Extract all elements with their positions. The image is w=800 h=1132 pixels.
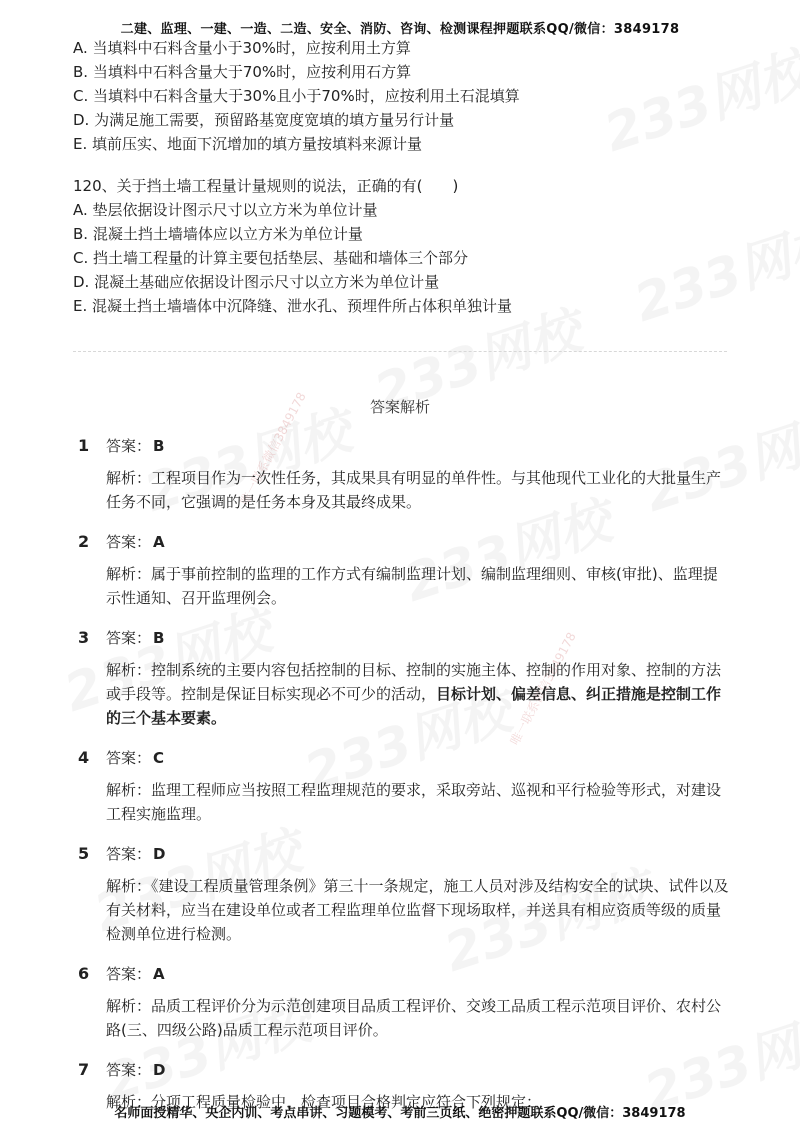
q119-option-a: A. 当填料中石料含量小于30%时，应按利用土方算 (73, 39, 411, 57)
page-footer: 名师面授精华、央企内训、考点串讲、习题模考、考前三页纸、绝密押题联系QQ/微信：3849178 (114, 1106, 686, 1121)
watermark-contact: 唯一联系微信3849178 (507, 630, 579, 748)
answer-analysis: 解析：品质工程评价分为示范创建项目品质工程评价、交竣工品质工程示范项目评价、农村公路(三、四级公路)品质工程示范项目评价。 (106, 997, 722, 1039)
answer-item (78, 842, 738, 946)
q119-option-e: E. 填前压实、地面下沉增加的填方量按填料来源计量 (73, 135, 423, 153)
q120-stem: 120、关于挡土墙工程量计量规则的说法，正确的有( ) (73, 177, 459, 195)
answer-item (78, 434, 738, 514)
answer-item (78, 962, 738, 1042)
answer-analysis: 解析：《建设工程质量管理条例》第三十一条规定，施工人员对涉及结构安全的试块、试件以及有关材料，应当在建设单位或者工程监理单位监督下现场取样，并送具有相应资质等级的质量检测单位进行检测。 (106, 877, 729, 943)
answer-value: A (153, 533, 165, 551)
answer-label: 答案： (106, 629, 152, 647)
answer-value: D (153, 845, 166, 863)
answer-number: 2 (78, 532, 90, 551)
answer-number: 1 (78, 436, 90, 455)
answer-value: B (153, 437, 165, 455)
answer-value: D (153, 1061, 166, 1079)
answer-label: 答案： (106, 845, 152, 863)
q119-option-b: B. 当填料中石料含量大于70%时，应按利用石方算 (73, 63, 412, 81)
answer-item (78, 626, 738, 730)
q120-option-a: A. 垫层依据设计图示尺寸以立方米为单位计量 (73, 201, 378, 219)
answer-number: 5 (78, 844, 90, 863)
answer-analysis-text: 解析：控制系统的主要内容包括控制的目标、控制的实施主体、控制的作用对象、控制的方法或手段等。控制是保证目标实现必不可少的活动， (106, 661, 722, 703)
page-header: 二建、监理、一建、一造、二造、安全、消防、咨询、检测课程押题联系QQ/微信：3849178 (120, 22, 680, 37)
answer-number: 7 (78, 1060, 90, 1079)
answer-number: 6 (78, 964, 90, 983)
q119-options (73, 36, 733, 318)
answer-analysis: 解析：工程项目作为一次性任务，其成果具有明显的单件性。与其他现代工业化的大批量生产任务不同，它强调的是任务本身及其最终成果。 (106, 469, 722, 511)
q119-option-d: D. 为满足施工需要，预留路基宽度宽填的填方量另行计量 (73, 111, 455, 129)
answer-number: 4 (78, 748, 90, 767)
answer-analysis: 解析：属于事前控制的监理的工作方式有编制监理计划、编制监理细则、审核(审批)、监理提示性通知、召开监理例会。 (106, 565, 718, 607)
section-title: 答案解析 (369, 398, 430, 416)
q120-option-e: E. 混凝土挡土墙墙体中沉降缝、泄水孔、预埋件所占体积单独计量 (73, 297, 513, 315)
answer-analysis-emphasis: 目标计划、偏差信息、纠正措施是控制工作的三个基本要素。 (106, 685, 722, 727)
answer-label: 答案： (106, 437, 152, 455)
q120-option-d: D. 混凝土基础应依据设计图示尺寸以立方米为单位计量 (73, 273, 440, 291)
section-divider (73, 351, 727, 352)
answer-item (78, 530, 738, 610)
answer-value: C (153, 749, 165, 767)
q120-option-b: B. 混凝土挡土墙墙体应以立方米为单位计量 (73, 225, 363, 243)
answer-analysis: 解析：监理工程师应当按照工程监理规范的要求，采取旁站、巡视和平行检验等形式，对建设工程实施监理。 (106, 781, 722, 823)
answer-item (78, 746, 738, 826)
answer-number: 3 (78, 628, 90, 647)
answer-value: A (153, 965, 165, 983)
answer-label: 答案： (106, 965, 152, 983)
answer-analysis (106, 658, 730, 730)
answer-value: B (153, 629, 165, 647)
answer-label: 答案： (106, 533, 152, 551)
answer-analysis: 解析：分项工程质量检验中，检查项目合格判定应符合下列规定： (106, 1093, 542, 1111)
watermark-contact: 唯一联系微信3849178 (237, 390, 309, 508)
answer-label: 答案： (106, 749, 152, 767)
q119-option-c: C. 当填料中石料含量大于30%且小于70%时，应按利用土石混填算 (73, 87, 520, 105)
answer-list (78, 434, 738, 1130)
q120-option-c: C. 挡土墙工程量的计算主要包括垫层、基础和墙体三个部分 (73, 249, 469, 267)
answer-label: 答案： (106, 1061, 152, 1079)
